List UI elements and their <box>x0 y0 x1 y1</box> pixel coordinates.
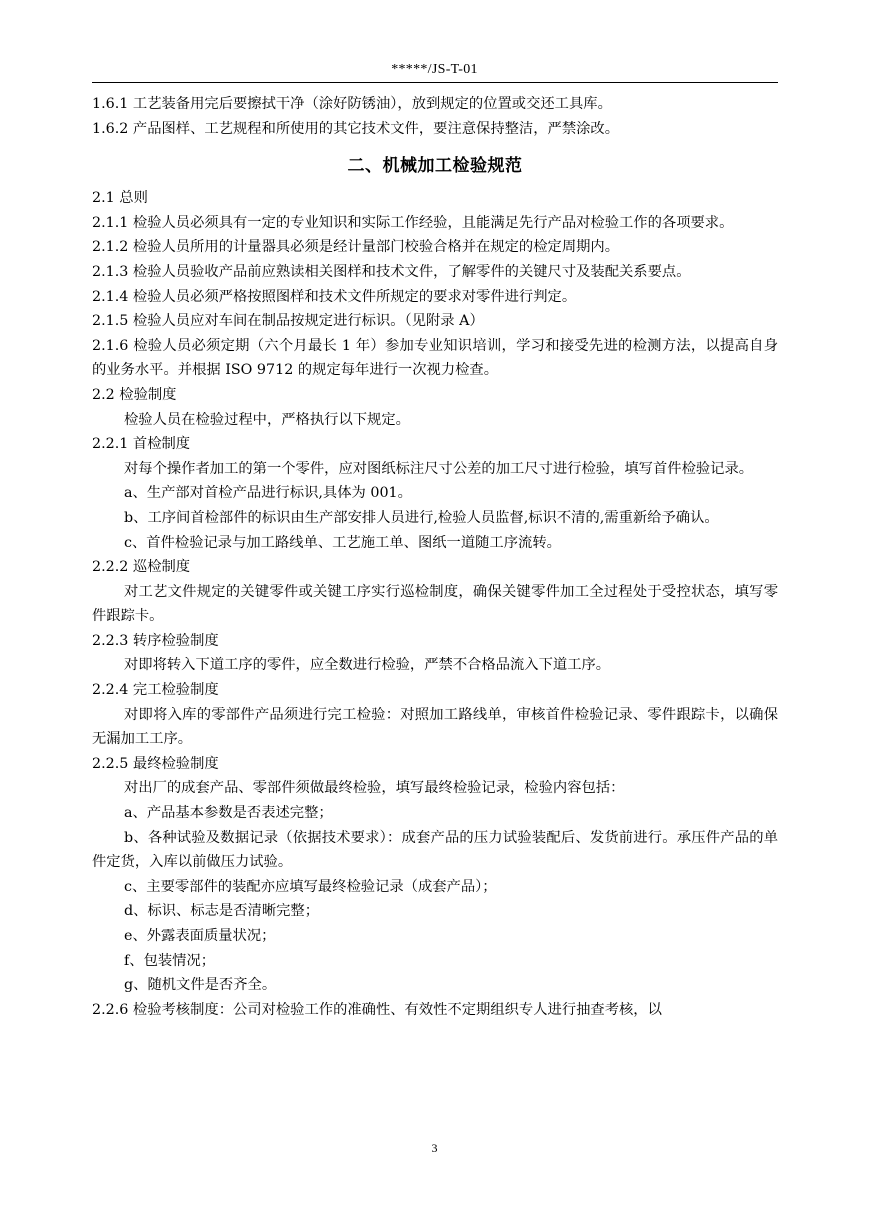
clause-2-1-2: 2.1.2 检验人员所用的计量器具必须是经计量部门校验合格并在规定的检定周期内。 <box>92 239 620 256</box>
section-title: 二、机械加工检验规范 <box>347 156 523 177</box>
clause-2-2-heading: 2.2 检验制度 <box>92 386 177 403</box>
clause-2-2-1-body: 对每个操作者加工的第一个零件，应对图纸标注尺寸公差的加工尺寸进行检验，填写首件检验记录。 <box>124 460 754 477</box>
clause-2-1-5: 2.1.5 检验人员应对车间在制品按规定进行标识。（见附录 A） <box>92 313 484 330</box>
clause-2-2-intro: 检验人员在检验过程中，严格执行以下规定。 <box>124 411 410 428</box>
clause-2-2-1-item-b: b、工序间首检部件的标识由生产部安排人员进行,检验人员监督,标识不清的,需重新给予确认。 <box>124 509 719 526</box>
header-divider <box>92 82 778 83</box>
clause-2-2-6: 2.2.6 检验考核制度：公司对检验工作的准确性、有效性不定期组织专人进行抽查考核，以 <box>92 1001 662 1018</box>
clause-2-2-5-body: 对出厂的成套产品、零部件须做最终检验，填写最终检验记录，检验内容包括： <box>124 780 625 797</box>
clause-2-2-3-heading: 2.2.3 转序检验制度 <box>92 632 219 649</box>
clause-2-2-4-body: 对即将入库的零部件产品须进行完工检验：对照加工路线单，审核首件检验记录、零件跟踪卡，以确保无漏加工工序。 <box>92 706 778 748</box>
clause-1-6-1: 1.6.1 工艺装备用完后要擦拭干净（涂好防锈油），放到规定的位置或交还工具库。 <box>92 96 612 112</box>
clause-2-2-1-item-a: a、生产部对首检产品进行标识,具体为 001。 <box>124 485 412 502</box>
clause-2-1-heading: 2.1 总则 <box>92 190 148 207</box>
clause-2-1-6: 2.1.6 检验人员必须定期（六个月最长 1 年）参加专业知识培训，学习和接受先进的检测方法，以提高自身的业务水平。并根据 ISO 9712 的规定每年进行一次视力检查。 <box>92 337 778 379</box>
clause-2-2-2-heading: 2.2.2 巡检制度 <box>92 559 191 576</box>
clause-2-2-1-item-c: c、首件检验记录与加工路线单、工艺施工单、图纸一道随工序流转。 <box>124 534 561 551</box>
page-number: 3 <box>431 1141 438 1155</box>
clause-2-2-5-heading: 2.2.5 最终检验制度 <box>92 755 219 772</box>
clause-2-2-5-item-c: c、主要零部件的装配亦应填写最终检验记录（成套产品）； <box>124 878 497 895</box>
clause-2-2-2-body: 对工艺文件规定的关键零件或关键工序实行巡检制度，确保关键零件加工全过程处于受控状态，填写零件跟踪卡。 <box>92 583 778 625</box>
clause-2-1-3: 2.1.3 检验人员验收产品前应熟读相关图样和技术文件，了解零件的关键尺寸及装配关系要点。 <box>92 263 691 280</box>
clause-2-1-4: 2.1.4 检验人员必须严格按照图样和技术文件所规定的要求对零件进行判定。 <box>92 288 577 305</box>
clause-2-2-3-body: 对即将转入下道工序的零件，应全数进行检验，严禁不合格品流入下道工序。 <box>124 657 611 674</box>
document-code-header: *****/JS-T-01 <box>391 62 478 77</box>
clause-2-2-5-item-e: e、外露表面质量状况； <box>124 928 276 944</box>
clause-1-6-2: 1.6.2 产品图样、工艺规程和所使用的其它技术文件，要注意保持整洁，严禁涂改。 <box>92 120 620 137</box>
clause-2-1-1: 2.1.1 检验人员必须具有一定的专业知识和实际工作经验，且能满足先行产品对检验工作的各项要求。 <box>92 214 734 231</box>
clause-2-2-5-item-a: a、产品基本参数是否表述完整； <box>124 805 333 822</box>
clause-2-2-5-item-f: f、包装情况； <box>124 952 216 969</box>
clause-2-2-4-heading: 2.2.4 完工检验制度 <box>92 682 219 699</box>
clause-2-2-1-heading: 2.2.1 首检制度 <box>92 436 191 453</box>
document-body <box>92 92 778 1022</box>
clause-2-2-5-item-d: d、标识、标志是否清晰完整； <box>124 903 320 920</box>
clause-2-2-5-item-g: g、随机文件是否齐全。 <box>124 977 277 994</box>
clause-2-2-5-item-b: b、各种试验及数据记录（依据技术要求）：成套产品的压力试验装配后、发货前进行。承压件产品的单件定货，入库以前做压力试验。 <box>92 829 778 871</box>
